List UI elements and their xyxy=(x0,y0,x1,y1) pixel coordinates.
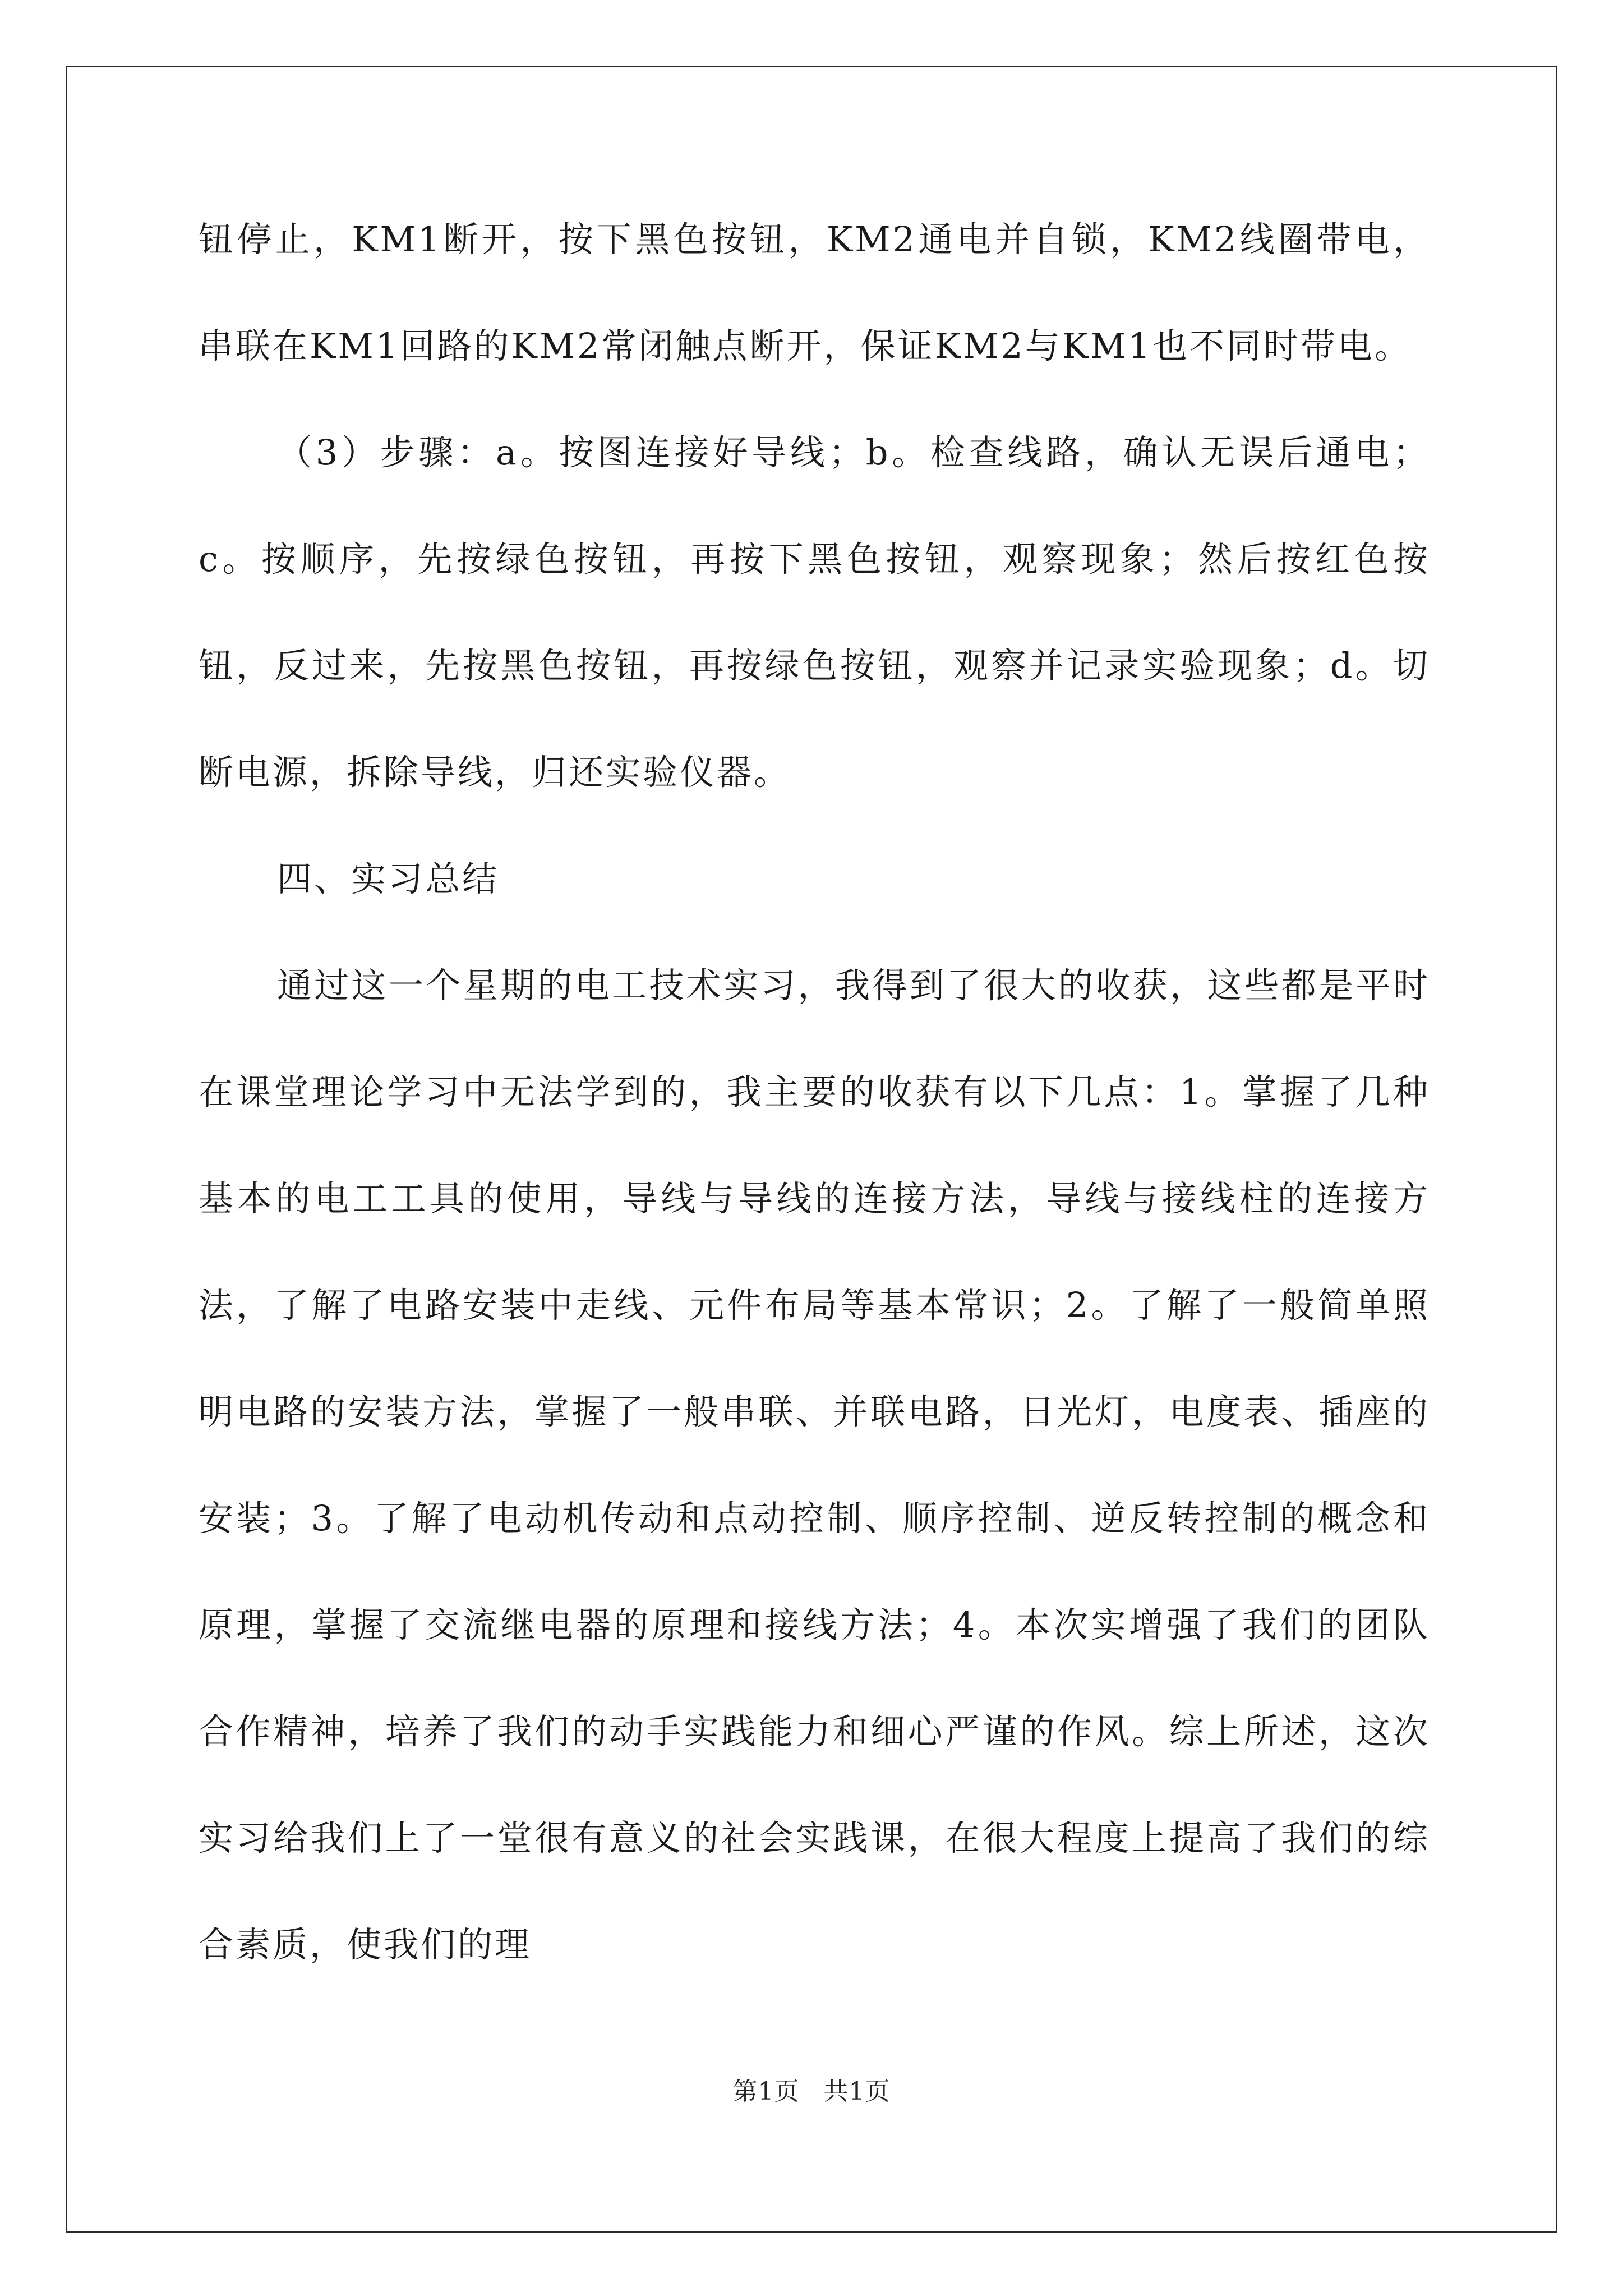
page-footer xyxy=(0,2071,1623,2107)
document-body xyxy=(199,186,1430,1998)
page-number: 第1页 xyxy=(732,2077,800,2106)
paragraph-summary: 通过这一个星期的电工技术实习，我得到了很大的收获，这些都是平时在课堂理论学习中无法学到的，我主要的收获有以下几点：1。掌握了几种基本的电工工具的使用，导线与导线的连接方法，导线与接线柱的连接方法，了解了电路安装中走线、元件布局等基本常识；2。了解了一般简单照明电路的安装方法，掌握了一般串联、并联电路，日光灯，电度表、插座的安装；3。了解了电动机传动和点动控制、顺序控制、逆反转控制的概念和原理，掌握了交流继电器的原理和接线方法；4。本次实增强了我们的团队合作精神，培养了我们的动手实践能力和细心严谨的作风。综上所述，这次实习给我们上了一堂很有意义的社会实践课，在很大程度上提高了我们的综合素质，使我们的理 xyxy=(199,965,1430,1965)
page-total: 共1页 xyxy=(823,2077,891,2106)
paragraph-circuit-description: 钮停止，KM1断开，按下黑色按钮，KM2通电并自锁，KM2线圈带电，串联在KM1回路的KM2常闭触点断开，保证KM2与KM1也不同时带电。 xyxy=(199,219,1430,366)
section-heading-summary: 四、实习总结 xyxy=(277,858,500,899)
paragraph-procedure-steps: （3）步骤：a。按图连接好导线；b。检查线路，确认无误后通电；c。按顺序，先按绿色按钮，再按下黑色按钮，观察现象；然后按红色按钮，反过来，先按黑色按钮，再按绿色按钮，观察并记录实验现象；d。切断电源，拆除导线，归还实验仪器。 xyxy=(199,432,1430,793)
